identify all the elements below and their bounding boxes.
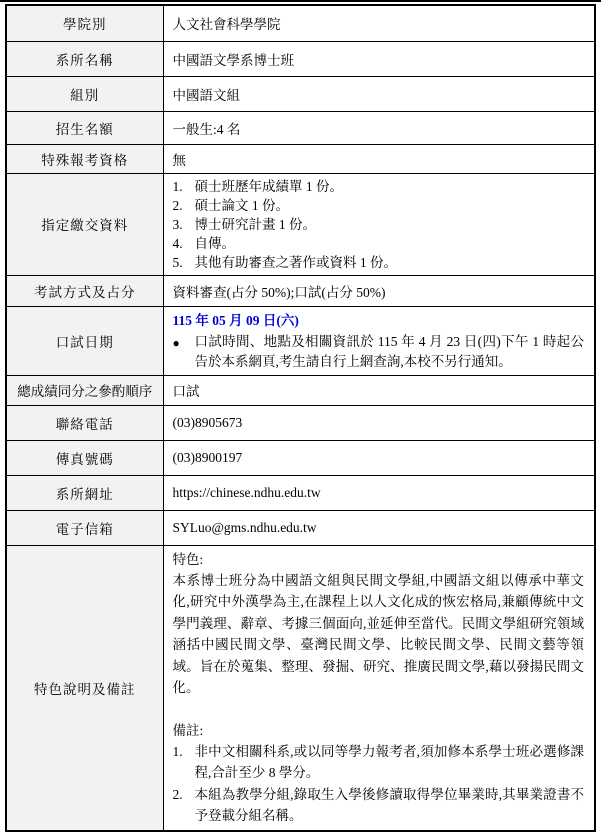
oral-exam-date: 115 年 05 月 09 日(六) — [172, 312, 299, 328]
item-number: 5. — [172, 254, 183, 270]
row-label: 電子信箱 — [6, 510, 163, 545]
row-label: 組別 — [6, 76, 163, 111]
college-value: 人文社會科學學院 — [163, 5, 595, 41]
table-row-phone — [6, 405, 595, 440]
special-qualification-value: 無 — [163, 144, 595, 173]
top-rule — [0, 0, 601, 2]
table-row-college — [6, 5, 595, 41]
website-value: https://chinese.ndhu.edu.tw — [163, 475, 595, 510]
email-value: SYLuo@gms.ndhu.edu.tw — [163, 510, 595, 545]
row-label: 特色說明及備註 — [6, 545, 163, 831]
table-row-email — [6, 510, 595, 545]
table-row-special-qualification — [6, 144, 595, 173]
row-label: 系所名稱 — [6, 41, 163, 76]
department-value: 中國語文學系博士班 — [163, 41, 595, 76]
table-row-features-and-notes — [6, 545, 595, 831]
row-label: 指定繳交資料 — [6, 173, 163, 275]
table-row-required-documents — [6, 173, 595, 275]
features-body: 本系博士班分為中國語文組與民間文學組,中國語文組以傳承中華文化,研究中外漢學為主,在課程上以人文化成的恢宏格局,兼顧傳統中文學門義理、辭章、考據三個面向,並延伸至當代。民間文學組研究領域涵括中國民間文學、臺灣民間文學、比較民間文學、民間文藝等領域。旨在於蒐集、整理、發掘、研究、推廣民間文學,藉以發揚民間文化。 — [172, 572, 584, 695]
table-row-exam-method — [6, 275, 595, 306]
table-row-tiebreaker — [6, 375, 595, 405]
list-item — [173, 177, 585, 196]
table-row-group — [6, 76, 595, 111]
note-item — [173, 784, 585, 827]
features-and-notes-cell — [163, 545, 595, 831]
oral-exam-note — [173, 332, 585, 372]
required-documents-list — [163, 173, 595, 275]
item-text: 其他有助審查之著作或資料 1 份。 — [194, 254, 397, 270]
row-label: 總成績同分之參酌順序 — [6, 375, 163, 405]
table-row-website — [6, 475, 595, 510]
list-item — [173, 215, 585, 234]
oral-exam-date-cell — [163, 306, 595, 375]
bullet-icon: ● — [172, 335, 180, 350]
item-number: 4. — [172, 235, 183, 251]
item-number: 3. — [172, 216, 183, 232]
admission-info-table — [5, 4, 596, 832]
table-row-quota — [6, 111, 595, 144]
row-label: 傳真號碼 — [6, 440, 163, 475]
list-item — [173, 234, 585, 253]
notes-title: 備註: — [172, 722, 204, 738]
item-number: 2. — [172, 786, 183, 802]
phone-value: (03)8905673 — [163, 405, 595, 440]
table-row-department — [6, 41, 595, 76]
bullet-text: 口試時間、地點及相關資訊於 115 年 4 月 23 日(四)下午 1 時起公告於本系網頁,考生請自行上網查詢,本校不另行通知。 — [194, 333, 584, 369]
row-label: 學院別 — [6, 5, 163, 41]
item-number: 1. — [172, 178, 183, 194]
item-number: 1. — [172, 743, 183, 759]
table-row-fax — [6, 440, 595, 475]
item-text: 非中文相關科系,或以同等學力報考者,須加修本系學士班必選修課程,合計至少 8 學分。 — [194, 743, 584, 780]
list-item — [173, 253, 585, 272]
item-text: 本組為教學分組,錄取生入學後修讀取得學位畢業時,其畢業證書不予登載分組名稱。 — [194, 786, 584, 823]
row-label: 特殊報考資格 — [6, 144, 163, 173]
item-text: 自傳。 — [194, 235, 235, 251]
item-text: 碩士班歷年成績單 1 份。 — [194, 178, 343, 194]
list-item — [173, 196, 585, 215]
group-value: 中國語文組 — [163, 76, 595, 111]
row-label: 考試方式及占分 — [6, 275, 163, 306]
row-label: 招生名額 — [6, 111, 163, 144]
tiebreaker-value: 口試 — [163, 375, 595, 405]
row-label: 口試日期 — [6, 306, 163, 375]
table-row-oral-exam-date — [6, 306, 595, 375]
features-title: 特色: — [172, 551, 204, 567]
quota-value: 一般生:4 名 — [163, 111, 595, 144]
item-number: 2. — [172, 197, 183, 213]
row-label: 系所網址 — [6, 475, 163, 510]
note-item — [173, 741, 585, 784]
row-label: 聯絡電話 — [6, 405, 163, 440]
exam-method-value: 資料審查(占分 50%);口試(占分 50%) — [163, 275, 595, 306]
fax-value: (03)8900197 — [163, 440, 595, 475]
item-text: 碩士論文 1 份。 — [194, 197, 289, 213]
item-text: 博士研究計畫 1 份。 — [194, 216, 316, 232]
